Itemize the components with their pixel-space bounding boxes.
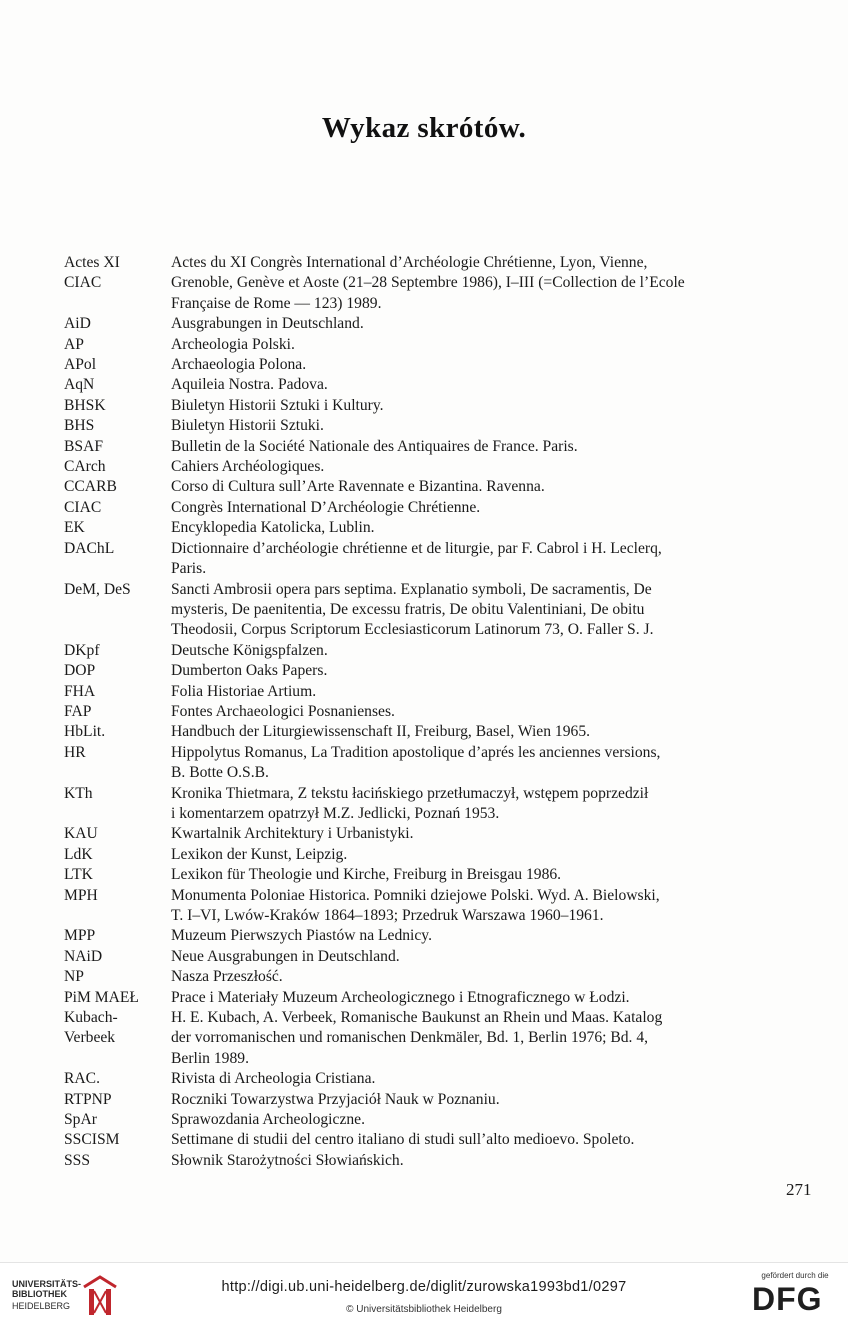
abbreviation-entry: [64, 641, 774, 661]
permalink-url[interactable]: http://digi.ub.uni-heidelberg.de/diglit/zurowska1993bd1/0297: [221, 1279, 627, 1295]
abbreviation-entry: [64, 375, 774, 395]
abbreviation-definition: Hippolytus Romanus, La Tradition apostolique d’aprés les anciennes versions, B. Botte O.S.B.: [171, 743, 661, 782]
abbreviation-term: FAP: [64, 702, 92, 720]
abbreviation-entry: [64, 784, 774, 825]
page-title: Wykaz skrótów.: [321, 112, 527, 144]
abbreviation-definition: Monumenta Poloniae Historica. Pomniki dziejowe Polski. Wyd. A. Bielowski, T. I–VI, Lwów-Kraków 1864–1893; Przedruk Warszawa 1960–1961.: [171, 886, 660, 924]
abbreviation-entry: [64, 845, 774, 865]
abbreviation-entry: [64, 1151, 774, 1171]
abbreviation-entry: [64, 947, 774, 967]
abbreviation-entry: [64, 477, 774, 497]
abbreviation-term: AqN: [64, 376, 95, 394]
abbreviation-definition: Sprawozdania Archeologiczne.: [171, 1111, 365, 1129]
abbreviation-term: KTh: [64, 784, 93, 802]
viewer-footer: [0, 1262, 848, 1325]
abbreviation-definition: Ausgrabungen in Deutschland.: [171, 315, 364, 333]
abbreviation-definition: Kronika Thietmara, Z tekstu łacińskiego przetłumaczył, wstępem poprzedził i komentarzem opatrzył M.Z. Jedlicki, Poznań 1953.: [171, 784, 649, 822]
abbreviation-definition: Dumberton Oaks Papers.: [171, 662, 328, 680]
abbreviation-term: SpAr: [64, 1111, 97, 1129]
abbreviation-term: BHS: [64, 417, 95, 435]
abbreviation-definition: Biuletyn Historii Sztuki.: [171, 417, 324, 435]
abbreviation-entry: [64, 1090, 774, 1110]
abbreviation-term: AP: [64, 335, 84, 353]
abbreviation-entry: [64, 518, 774, 538]
abbreviation-definition: Lexikon für Theologie und Kirche, Freiburg in Breisgau 1986.: [171, 866, 562, 884]
abbreviation-definition: H. E. Kubach, A. Verbeek, Romanische Baukunst an Rhein und Maas. Katalog der vorromanischen und romanischen Denkmäler, Bd. 1, Berlin 1976; Bd. 4, Berlin 1989.: [171, 1009, 663, 1067]
abbreviation-definition: Lexikon der Kunst, Leipzig.: [171, 845, 348, 863]
abbreviation-entry: [64, 865, 774, 885]
abbreviation-term: DOP: [64, 662, 96, 680]
abbreviation-term: CCARB: [64, 478, 117, 496]
abbreviation-definition: Corso di Cultura sull’Arte Ravennate e Bizantina. Ravenna.: [171, 478, 545, 496]
abbreviation-entry: [64, 926, 774, 946]
abbreviation-entry: [64, 498, 774, 518]
abbreviation-definition: Congrès International D’Archéologie Chrétienne.: [171, 498, 481, 516]
abbreviation-entry: [64, 396, 774, 416]
abbreviation-entry: [64, 457, 774, 477]
abbreviation-term: DKpf: [64, 641, 100, 659]
funding-note: gefördert durch die: [761, 1271, 829, 1280]
abbreviation-term: MPP: [64, 927, 96, 945]
abbreviation-definition: Handbuch der Liturgiewissenschaft II, Freiburg, Basel, Wien 1965.: [171, 723, 591, 741]
abbreviation-definition: Kwartalnik Architektury i Urbanistyki.: [171, 825, 414, 843]
abbreviation-term: EK: [64, 519, 85, 537]
abbreviation-term: DAChL: [64, 539, 115, 557]
abbreviation-definition: Prace i Materiały Muzeum Archeologicznego i Etnograficznego w Łodzi.: [171, 988, 630, 1006]
abbreviation-term: HR: [64, 743, 86, 761]
library-name: UNIVERSITÄTS- BIBLIOTHEK: [12, 1279, 82, 1299]
abbreviation-entry: [64, 1008, 774, 1069]
abbreviation-term: NAiD: [64, 947, 103, 965]
abbreviation-term: AiD: [64, 315, 91, 333]
abbreviation-term: Actes XI CIAC: [64, 254, 120, 292]
copyright-notice: © Universitätsbibliothek Heidelberg: [346, 1304, 502, 1315]
abbreviation-definition: Aquileia Nostra. Padova.: [171, 376, 328, 394]
abbreviation-term: BHSK: [64, 396, 106, 414]
abbreviation-definition: Archaeologia Polona.: [171, 356, 307, 374]
abbreviation-definition: Settimane di studii del centro italiano di studi sull’alto medioevo. Spoleto.: [171, 1131, 635, 1149]
abbreviation-term: LdK: [64, 845, 93, 863]
abbreviation-definition: Bulletin de la Société Nationale des Antiquaires de France. Paris.: [171, 437, 578, 455]
abbreviation-term: CIAC: [64, 498, 102, 516]
abbreviation-definition: Archeologia Polski.: [171, 335, 295, 353]
abbreviation-term: HbLit.: [64, 723, 106, 741]
abbreviation-term: PiM MAEŁ: [64, 988, 139, 1006]
abbreviation-term: SSCISM: [64, 1131, 120, 1149]
abbreviation-term: RTPNP: [64, 1090, 112, 1108]
abbreviation-entry: [64, 314, 774, 334]
abbreviation-list: [64, 253, 774, 1171]
abbreviation-definition: Dictionnaire d’archéologie chrétienne et de liturgie, par F. Cabrol i H. Leclerq, Paris.: [171, 539, 662, 578]
abbreviation-definition: Neue Ausgrabungen in Deutschland.: [171, 947, 400, 965]
abbreviation-definition: Muzeum Pierwszych Piastów na Lednicy.: [171, 927, 432, 945]
abbreviation-definition: Deutsche Königspfalzen.: [171, 641, 328, 659]
abbreviation-entry: [64, 886, 774, 927]
abbreviation-entry: [64, 1110, 774, 1130]
abbreviation-term: MPH: [64, 886, 98, 904]
dfg-logo: DFG: [752, 1281, 823, 1317]
abbreviation-term: Kubach- Verbeek: [64, 1009, 118, 1047]
abbreviation-term: FHA: [64, 682, 96, 700]
abbreviation-entry: [64, 824, 774, 844]
abbreviation-term: RAC.: [64, 1070, 100, 1088]
abbreviation-entry: [64, 335, 774, 355]
abbreviation-entry: [64, 722, 774, 742]
abbreviation-entry: [64, 967, 774, 987]
abbreviation-entry: [64, 682, 774, 702]
abbreviation-definition: Encyklopedia Katolicka, Lublin.: [171, 519, 375, 537]
abbreviation-term: NP: [64, 968, 84, 986]
abbreviation-definition: Sancti Ambrosii opera pars septima. Explanatio symboli, De sacramentis, De mysteris, De paenitentia, De excessu fratris, De obitu Valentiniani, De obitu Theodosii, Corpus Scriptorum Ecclesiasticorum Latinorum 73, O. Faller S. J.: [171, 580, 654, 639]
abbreviation-definition: Słownik Starożytności Słowiańskich.: [171, 1151, 404, 1169]
abbreviation-definition: Actes du XI Congrès International d’Archéologie Chrétienne, Lyon, Vienne, Grenoble, Genève et Aoste (21–28 Septembre 1986), I–III (=Collection de l’Ecole Française de Rome — 123) 1989.: [171, 254, 685, 312]
abbreviation-term: APol: [64, 356, 97, 374]
abbreviation-term: SSS: [64, 1151, 91, 1169]
abbreviation-entry: [64, 580, 774, 641]
abbreviation-definition: Cahiers Archéologiques.: [171, 458, 325, 476]
abbreviation-definition: Roczniki Towarzystwa Przyjaciół Nauk w Poznaniu.: [171, 1090, 500, 1108]
abbreviation-entry: [64, 1130, 774, 1150]
abbreviation-entry: [64, 416, 774, 436]
abbreviation-entry: [64, 702, 774, 722]
abbreviation-entry: [64, 988, 774, 1008]
abbreviation-definition: Nasza Przeszłość.: [171, 968, 283, 986]
abbreviation-definition: Rivista di Archeologia Cristiana.: [171, 1070, 376, 1088]
abbreviation-definition: Biuletyn Historii Sztuki i Kultury.: [171, 396, 384, 414]
library-city: HEIDELBERG: [12, 1301, 71, 1311]
abbreviation-entry: [64, 253, 774, 314]
abbreviation-entry: [64, 1069, 774, 1089]
abbreviation-term: DeM, DeS: [64, 580, 131, 598]
page-number: 271: [786, 1180, 812, 1199]
abbreviation-term: CArch: [64, 458, 106, 476]
abbreviation-term: KAU: [64, 825, 98, 843]
abbreviation-definition: Fontes Archaeologici Posnanienses.: [171, 702, 395, 720]
abbreviation-entry: [64, 539, 774, 580]
abbreviation-entry: [64, 355, 774, 375]
abbreviation-entry: [64, 743, 774, 784]
abbreviation-definition: Folia Historiae Artium.: [171, 682, 317, 700]
abbreviation-entry: [64, 661, 774, 681]
abbreviation-term: BSAF: [64, 437, 104, 455]
abbreviation-term: LTK: [64, 866, 93, 884]
abbreviation-entry: [64, 437, 774, 457]
